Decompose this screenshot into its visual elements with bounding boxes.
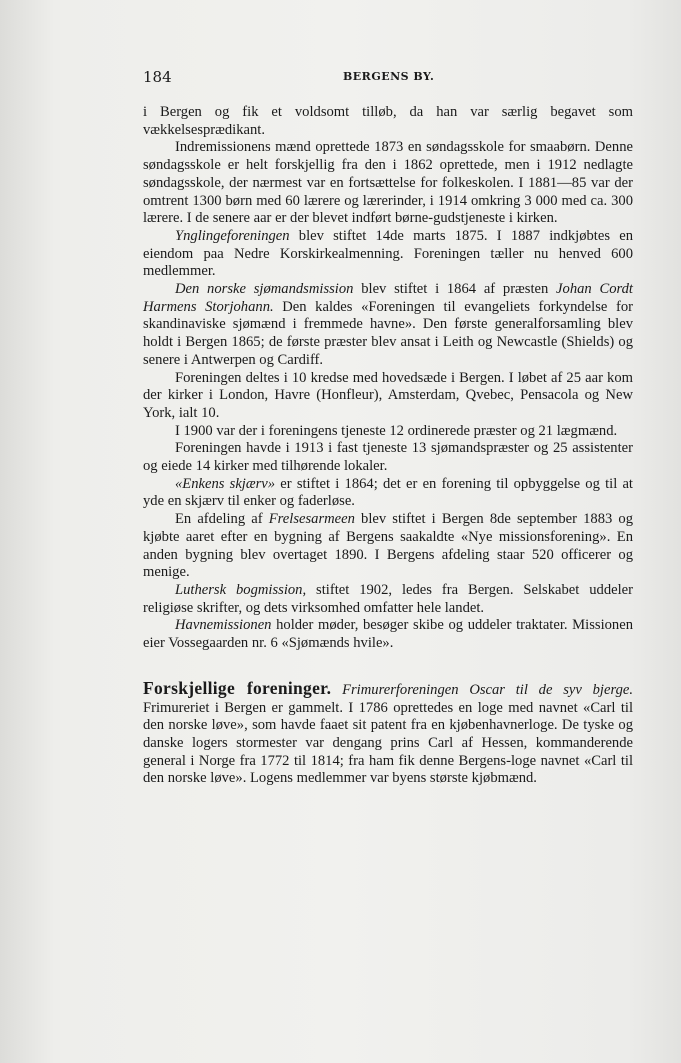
section-gap bbox=[143, 653, 633, 680]
paragraph bbox=[143, 370, 633, 423]
paragraph bbox=[143, 104, 633, 139]
italic-term: Johan Cordt Harmens Storjohann. bbox=[143, 281, 633, 315]
running-title: BERGENS BY. bbox=[343, 70, 435, 83]
paragraph-list bbox=[143, 104, 633, 653]
text-run: holder møder, besøger skibe og uddeler traktater. Missionen eier Vossegaarden nr. 6 «Sjømænds hvile». bbox=[143, 617, 633, 652]
page-number: 184 bbox=[143, 68, 172, 86]
text-run: Indremissionens mænd oprettede 1873 en søndagsskole for smaabørn. Denne søndagsskole er helt forskjellig fra den i 1862 oprettede, men i 1912 nedlagte søndagsskole, der nærmest var en fortsættelse for folkeskolen. I 1881—85 var der omtrent 1300 børn med 60 lærere og lærerinder, i 1914 omkring 3 000 med ca. 300 lærere. I de senere aar er der blevet indført børne-gudstjeneste i kirken. bbox=[143, 139, 633, 227]
text-run: er stiftet i 1864; det er en forening til opbyggelse og til at yde en skjærv til enker og faderløse. bbox=[143, 475, 633, 510]
italic-term: Luthersk bogmission, bbox=[175, 581, 307, 598]
paragraph bbox=[143, 582, 633, 617]
paragraph bbox=[143, 476, 633, 511]
paragraph bbox=[143, 281, 633, 370]
page-header bbox=[143, 66, 633, 88]
italic-term: Frimurerforeningen Oscar til de syv bjerge. bbox=[331, 681, 633, 698]
paragraph bbox=[143, 440, 633, 475]
paragraph bbox=[143, 423, 633, 441]
text-run: Frimureriet i Bergen er gammelt. I 1786 oprettedes en loge med navnet «Carl til den norske løve», som havde faaet sit patent fra en kjøbenhavnerloge. De tyske og danske logers stormester var dengang prins Carl af Hessen, kommanderende general i Norge fra 1772 til 1814; fra ham fik denne Bergens-loge navnet «Carl til den norske løve». Logens medlemmer var byens største kjøbmænd. bbox=[143, 699, 633, 787]
text-run: Den kaldes «Foreningen til evangeliets forkyndelse for skandinaviske sjømænd i fremmede havne». Den første generalforsamling blev holdt i Bergen 1865; de første præster blev ansat i Leith og Newcastle (Shields) og senere i Antwerpen og Cardiff. bbox=[143, 298, 633, 368]
text-run: blev stiftet i 1864 af præsten bbox=[353, 281, 557, 298]
italic-term: Den norske sjømandsmission bbox=[175, 281, 354, 298]
text-run: Foreningen deltes i 10 kredse med hovedsæde i Bergen. I løbet af 25 aar kom der kirker i London, Havre (Honfleur), Amsterdam, Qvebec, Pensacola og New York, ialt 10. bbox=[143, 369, 633, 421]
paragraph bbox=[143, 617, 633, 652]
section-title: Forskjellige foreninger. bbox=[143, 677, 332, 698]
paragraph bbox=[143, 228, 633, 281]
italic-term: Frelsesarmeen bbox=[268, 511, 355, 528]
section-paragraph bbox=[143, 677, 633, 788]
italic-term: Ynglingeforeningen bbox=[175, 227, 290, 244]
paragraph bbox=[143, 511, 633, 582]
body-text bbox=[143, 104, 633, 788]
text-run: i Bergen og fik et voldsomt tilløb, da han var særlig begavet som vækkelsesprædikant. bbox=[143, 104, 633, 138]
text-run: stiftet 1902, ledes fra Bergen. Selskabet uddeler religiøse skrifter, og dets virksomhed omfatter hele landet. bbox=[143, 581, 633, 616]
text-run: En afdeling af bbox=[175, 511, 269, 528]
text-run: I 1900 var der i foreningens tjeneste 12 ordinerede præster og 21 lægmænd. bbox=[175, 422, 618, 439]
italic-term: «Enkens skjærv» bbox=[175, 475, 276, 492]
text-run: blev stiftet 14de marts 1875. I 1887 indkjøbtes en eiendom paa Nedre Korskirkealmenning. Foreningen tæller nu henved 600 medlemmer. bbox=[143, 227, 633, 280]
italic-term: Havnemissionen bbox=[175, 617, 272, 634]
paragraph bbox=[143, 139, 633, 228]
text-run: Foreningen havde i 1913 i fast tjeneste 13 sjømandspræster og 25 assistenter og eiede 14 kirker med tilhørende lokaler. bbox=[143, 440, 633, 475]
text-run: blev stiftet i Bergen 8de september 1883 og kjøbte aaret efter en bygning af Bergens saakaldte «Nye missionsforening». En anden bygning blev overtaget 1890. I Bergens afdeling staar 520 officerer og menige. bbox=[143, 511, 633, 581]
